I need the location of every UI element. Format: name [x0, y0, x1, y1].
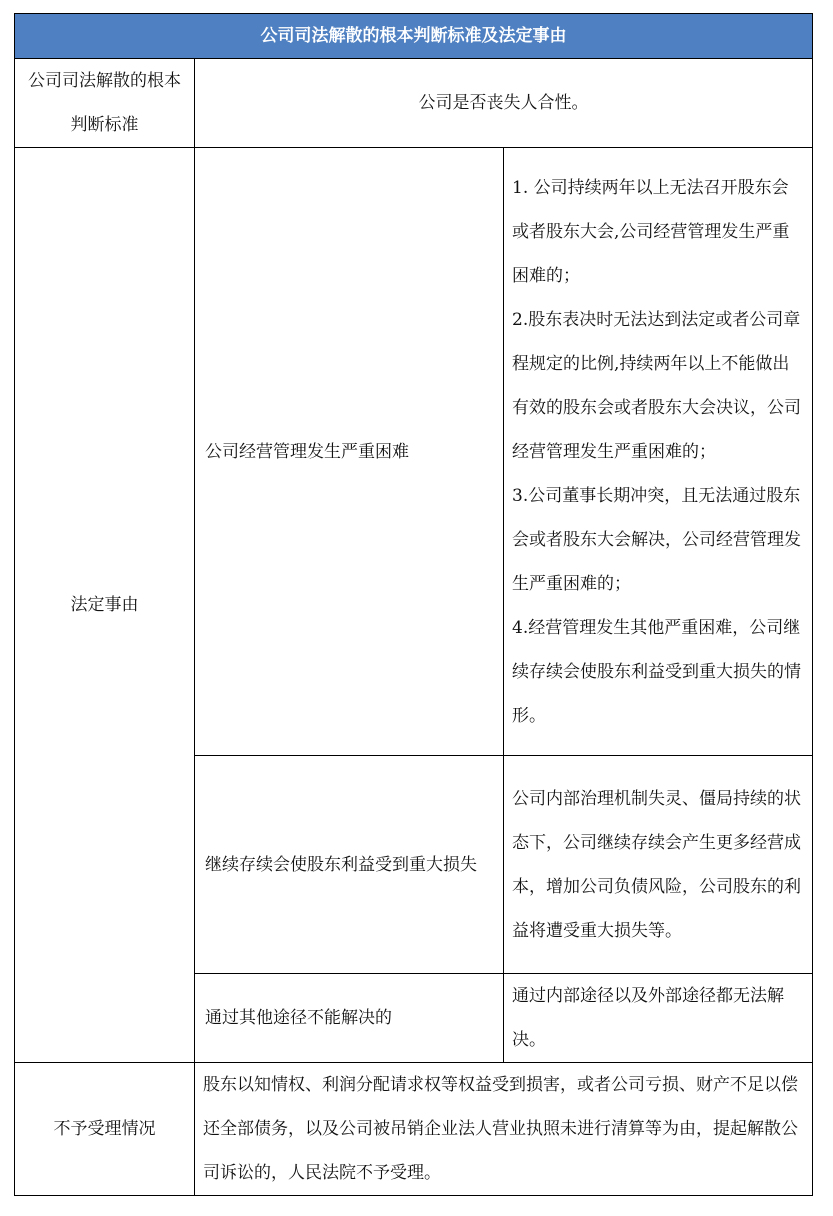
reason-1-detail-4: 4.经营管理发生其他严重困难，公司继续存续会使股东利益受到重大损失的情形。	[512, 617, 801, 726]
reason-details-1	[504, 148, 813, 756]
legal-table	[14, 13, 813, 1196]
standard-label: 公司司法解散的根本判断标准	[15, 59, 195, 148]
reason-1-detail-3: 3.公司董事长期冲突，且无法通过股东会或者股东大会解决，公司经营管理发生严重困难的；	[512, 485, 801, 594]
reason-name-2: 继续存续会使股东利益受到重大损失	[195, 756, 504, 974]
reason-2-detail-1: 公司内部治理机制失灵、僵局持续的状态下，公司继续存续会产生更多经营成本，增加公司负债风险，公司股东的利益将遭受重大损失等。	[512, 788, 801, 941]
statutory-label: 法定事由	[15, 148, 195, 1063]
standard-value: 公司是否丧失人合性。	[195, 59, 813, 148]
reason-details-3	[504, 974, 813, 1063]
rejection-label: 不予受理情况	[15, 1063, 195, 1196]
reason-1-detail-2: 2.股东表决时无法达到法定或者公司章程规定的比例,持续两年以上不能做出有效的股东会或者股东大会决议，公司经营管理发生严重困难的；	[512, 309, 801, 462]
table-title: 公司司法解散的根本判断标准及法定事由	[15, 14, 813, 59]
reason-details-2	[504, 756, 813, 974]
reason-name-1: 公司经营管理发生严重困难	[195, 148, 504, 756]
reason-1-detail-1: 1. 公司持续两年以上无法召开股东会或者股东大会,公司经营管理发生严重困难的；	[512, 177, 790, 286]
rejection-value: 股东以知情权、利润分配请求权等权益受到损害，或者公司亏损、财产不足以偿还全部债务，以及公司被吊销企业法人营业执照未进行清算等为由，提起解散公司诉讼的，人民法院不予受理。	[195, 1063, 813, 1196]
reason-name-3: 通过其他途径不能解决的	[195, 974, 504, 1063]
reason-3-detail-1: 通过内部途径以及外部途径都无法解决。	[512, 986, 784, 1050]
